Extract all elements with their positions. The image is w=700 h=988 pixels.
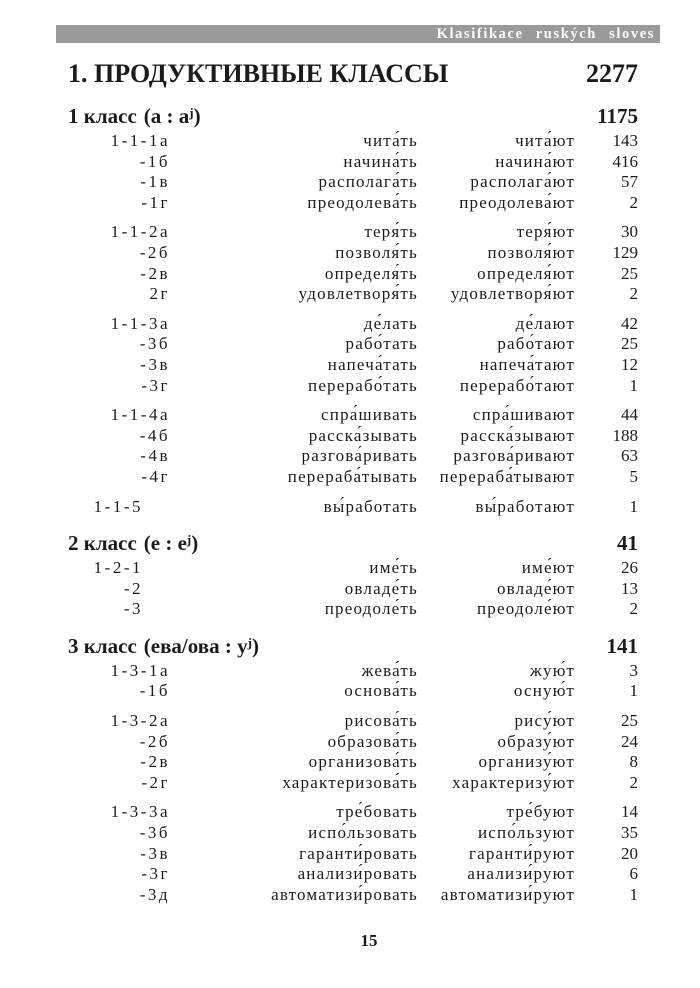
verb-code-cell: 1-3-3а (110, 802, 170, 822)
infinitive-cell: перераба́тывать (287, 466, 418, 486)
frequency-count-cell: 30 (621, 222, 638, 242)
verb-code-cell: 1-3-2а (110, 711, 170, 731)
row-group (68, 222, 638, 304)
infinitive-cell: образова́ть (327, 731, 418, 751)
frequency-count-cell: 188 (612, 425, 638, 445)
table-row (68, 802, 638, 823)
frequency-count-cell: 1 (629, 496, 638, 516)
frequency-count-cell: 143 (612, 131, 638, 150)
infinitive-cell: име́ть (369, 558, 418, 578)
verb-code-cell: -3 (123, 599, 143, 619)
section-label-group (68, 527, 198, 556)
frequency-count-cell: 3 (629, 660, 638, 680)
table-row (68, 222, 638, 243)
verb-code-cell: -4в (140, 446, 170, 466)
frequency-count-cell: 2 (629, 599, 638, 619)
section-formula (144, 634, 259, 658)
frequency-count-cell: 63 (621, 446, 638, 466)
third-person-plural-cell: характеризу́ют (452, 772, 575, 792)
verb-code-cell: -3д (139, 884, 170, 904)
table-row (68, 172, 638, 193)
table-row (68, 467, 638, 488)
section-heading (68, 100, 638, 129)
third-person-plural-cell: перераба́тывают (439, 466, 575, 486)
frequency-count-cell: 6 (629, 864, 638, 884)
table-row (68, 823, 638, 844)
frequency-count-cell: 20 (621, 843, 638, 863)
third-person-plural-cell: теря́ют (516, 222, 575, 242)
verb-code-cell: -3в (140, 843, 170, 863)
third-person-plural-cell: определя́ют (477, 263, 575, 283)
table-row (68, 711, 638, 732)
section-formula-superscript-j: j (189, 105, 194, 120)
third-person-plural-cell: располага́ют (470, 172, 575, 192)
frequency-count-cell: 1 (629, 375, 638, 395)
infinitive-cell: разгова́ривать (301, 446, 418, 466)
third-person-plural-cell: преодоле́ют (476, 599, 575, 619)
row-group (68, 497, 638, 518)
section-formula-pre: (а : а (143, 104, 190, 128)
infinitive-cell: организова́ть (308, 752, 418, 772)
section-formula (144, 104, 201, 128)
frequency-count-cell: 2 (629, 192, 638, 212)
table-row (68, 131, 638, 152)
table-row (68, 446, 638, 467)
infinitive-cell: напеча́тать (327, 354, 418, 374)
infinitive-cell: начина́ть (343, 151, 418, 171)
section-label: 2 класс (68, 531, 137, 556)
verb-code-cell: 1-1-1а (110, 131, 170, 150)
section-formula-post: ) (191, 531, 199, 556)
infinitive-cell: гаранти́ровать (299, 843, 418, 863)
section-formula-superscript-j: j (186, 532, 192, 548)
section-heading (68, 527, 638, 556)
section-heading (68, 630, 638, 659)
infinitive-cell: вы́работать (323, 496, 418, 516)
section-formula-superscript-j: j (247, 634, 252, 650)
third-person-plural-cell: овладе́ют (496, 578, 575, 598)
third-person-plural-cell: образу́ют (497, 731, 575, 751)
section-formula-pre: (ева/ова : у (143, 633, 248, 658)
infinitive-cell: теря́ть (364, 222, 418, 242)
verb-code-cell: -3г (141, 864, 170, 884)
table-row (68, 152, 638, 173)
section-total-count: 1175 (597, 104, 638, 128)
third-person-plural-cell: расска́зывают (460, 425, 575, 445)
verb-code-cell: 1-1-5 (93, 496, 143, 516)
table-row (68, 264, 638, 285)
third-person-plural-cell: рису́ют (514, 711, 575, 731)
third-person-plural-cell: организу́ют (478, 752, 575, 772)
third-person-plural-cell: начина́ют (495, 151, 575, 171)
infinitive-cell: тре́бовать (336, 802, 418, 822)
verb-code-cell: -3б (139, 334, 170, 354)
frequency-count-cell: 1 (629, 884, 638, 904)
table-row (68, 497, 638, 518)
third-person-plural-cell: автоматизи́руют (440, 884, 575, 904)
infinitive-cell: рисова́ть (344, 711, 418, 731)
third-person-plural-cell: де́лают (515, 313, 575, 333)
row-group (68, 131, 638, 213)
verb-code-cell: -2в (140, 263, 170, 283)
page-footer (68, 931, 638, 951)
infinitive-cell: позволя́ть (335, 242, 418, 262)
infinitive-cell: удовлетворя́ть (298, 284, 418, 304)
frequency-count-cell: 57 (621, 172, 638, 192)
table-row (68, 193, 638, 214)
row-group (68, 661, 638, 702)
third-person-plural-cell: преодолева́ют (459, 192, 575, 212)
table-row (68, 844, 638, 865)
row-group (68, 405, 638, 487)
frequency-count-cell: 24 (621, 731, 638, 751)
third-person-plural-cell: чита́ют (515, 131, 575, 150)
frequency-count-cell: 42 (621, 313, 638, 333)
infinitive-cell: располага́ть (318, 172, 418, 192)
verb-code-cell: 1-1-3а (110, 313, 170, 333)
third-person-plural-cell: удовлетворя́ют (450, 284, 575, 304)
verb-code-cell: -3б (139, 823, 170, 843)
table-row (68, 681, 638, 702)
third-person-plural-cell: спра́шивают (472, 405, 575, 425)
frequency-count-cell: 44 (621, 405, 638, 425)
table-row (68, 864, 638, 885)
verb-code-cell: 1-2-1 (93, 558, 143, 578)
infinitive-cell: преодолева́ть (307, 192, 418, 212)
infinitive-cell: спра́шивать (321, 405, 418, 425)
table-row (68, 661, 638, 682)
third-person-plural-cell: рабо́тают (497, 334, 575, 354)
table-row (68, 579, 638, 600)
running-header-title: Klasifikace ruských sloves (436, 25, 655, 42)
section-total-count: 41 (617, 531, 638, 556)
chapter-title: 1. ПРОДУКТИВНЫЕ КЛАССЫ (68, 59, 449, 88)
chapter-title-row (68, 58, 638, 90)
page-content (68, 0, 638, 914)
frequency-count-cell: 129 (612, 242, 638, 262)
row-group (68, 314, 638, 396)
table-row (68, 243, 638, 264)
table-row (68, 885, 638, 906)
infinitive-cell: испо́льзовать (308, 823, 418, 843)
verb-code-cell: -2 (123, 578, 143, 598)
infinitive-cell: расска́зывать (308, 425, 418, 445)
verb-code-cell: -1в (140, 172, 170, 192)
frequency-count-cell: 35 (621, 823, 638, 843)
frequency-count-cell: 25 (621, 711, 638, 731)
verb-code-cell: -3в (140, 354, 170, 374)
infinitive-cell: автоматизи́ровать (271, 884, 418, 904)
third-person-plural-cell: вы́работают (475, 496, 575, 516)
verb-code-cell: 1-1-2а (110, 222, 170, 242)
table-row (68, 732, 638, 753)
section-formula-pre: (е : е (143, 531, 187, 556)
section-total-count: 141 (606, 633, 638, 658)
verb-code-cell: -2г (141, 772, 170, 792)
third-person-plural-cell: испо́льзуют (477, 823, 575, 843)
section-label: 3 класс (68, 633, 137, 658)
verb-code-cell: -1г (141, 192, 170, 212)
infinitive-cell: основа́ть (344, 681, 418, 701)
frequency-count-cell: 5 (629, 466, 638, 486)
verb-code-cell: -1б (139, 681, 170, 701)
verb-code-cell: 1-1-4а (110, 405, 170, 425)
infinitive-cell: де́лать (363, 313, 418, 333)
frequency-count-cell: 12 (621, 354, 638, 374)
section-formula-post: ) (251, 633, 259, 658)
verb-class-sections (68, 100, 638, 905)
section-label-group (68, 100, 201, 129)
third-person-plural-cell: име́ют (521, 558, 575, 578)
table-row (68, 355, 638, 376)
table-row (68, 773, 638, 794)
section-formula (144, 531, 198, 555)
infinitive-cell: рабо́тать (345, 334, 418, 354)
infinitive-cell: определя́ть (324, 263, 418, 283)
infinitive-cell: преодоле́ть (324, 599, 418, 619)
frequency-count-cell: 25 (621, 334, 638, 354)
infinitive-cell: перерабо́тать (308, 375, 418, 395)
section-label-group (68, 630, 259, 659)
table-row (68, 334, 638, 355)
frequency-count-cell: 26 (621, 558, 638, 578)
frequency-count-cell: 416 (612, 151, 638, 171)
section-formula-post: ) (193, 104, 201, 128)
third-person-plural-cell: жую́т (530, 660, 575, 680)
infinitive-cell: характеризова́ть (282, 772, 418, 792)
verb-code-cell: 1-3-1а (110, 660, 170, 680)
table-row (68, 558, 638, 579)
frequency-count-cell: 25 (621, 263, 638, 283)
verb-code-cell: -4г (141, 466, 170, 486)
page-number: 15 (360, 931, 378, 950)
infinitive-cell: жева́ть (361, 660, 418, 680)
third-person-plural-cell: позволя́ют (487, 242, 575, 262)
verb-code-cell: 2г (149, 284, 170, 304)
verb-code-cell: -3г (141, 375, 170, 395)
frequency-count-cell: 2 (629, 284, 638, 304)
table-row (68, 376, 638, 397)
third-person-plural-cell: анализи́руют (467, 864, 575, 884)
third-person-plural-cell: напеча́тают (479, 354, 575, 374)
table-row (68, 752, 638, 773)
frequency-count-cell: 8 (629, 752, 638, 772)
third-person-plural-cell: тре́буют (506, 802, 575, 822)
table-row (68, 314, 638, 335)
row-group (68, 802, 638, 905)
frequency-count-cell: 13 (621, 578, 638, 598)
verb-code-cell: -2б (139, 242, 170, 262)
third-person-plural-cell: гаранти́руют (468, 843, 575, 863)
verb-code-cell: -2в (140, 752, 170, 772)
third-person-plural-cell: перерабо́тают (459, 375, 575, 395)
table-row (68, 405, 638, 426)
infinitive-cell: чита́ть (363, 131, 418, 150)
row-group (68, 558, 638, 620)
row-group (68, 711, 638, 793)
frequency-count-cell: 1 (629, 681, 638, 701)
chapter-total-count: 2277 (586, 59, 638, 88)
verb-code-cell: -4б (139, 425, 170, 445)
frequency-count-cell: 2 (629, 772, 638, 792)
frequency-count-cell: 14 (621, 802, 638, 822)
table-row (68, 599, 638, 620)
verb-code-cell: -1б (139, 151, 170, 171)
section-label: 1 класс (68, 104, 137, 128)
infinitive-cell: овладе́ть (344, 578, 418, 598)
table-row (68, 284, 638, 305)
verb-code-cell: -2б (139, 731, 170, 751)
third-person-plural-cell: разгова́ривают (453, 446, 575, 466)
table-row (68, 426, 638, 447)
infinitive-cell: анализи́ровать (297, 864, 418, 884)
third-person-plural-cell: осную́т (513, 681, 575, 701)
